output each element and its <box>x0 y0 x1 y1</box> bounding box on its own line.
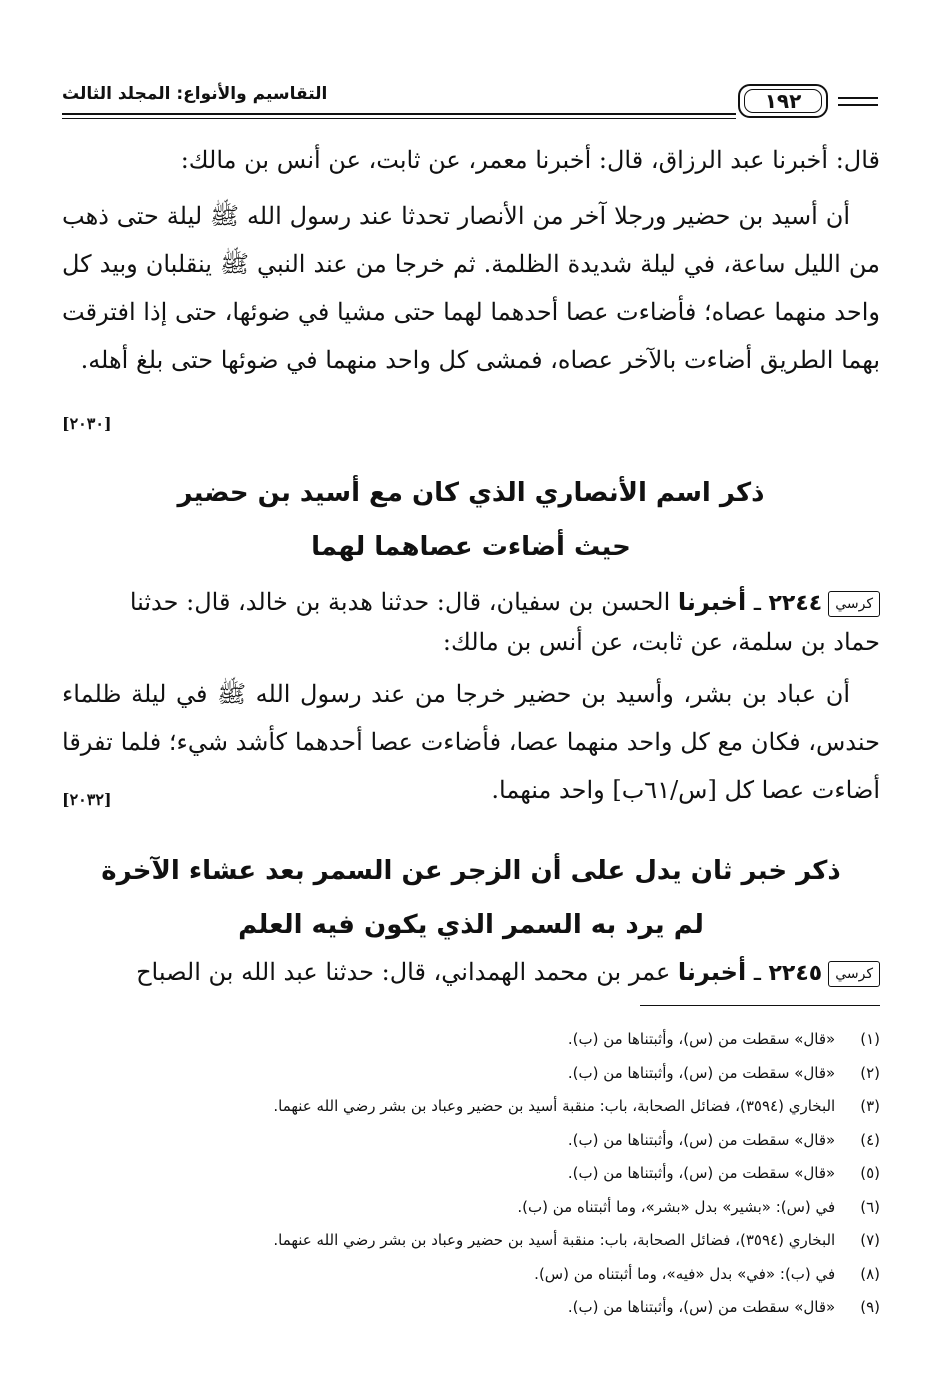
hadith-number: ٢٢٤٥ <box>768 961 823 986</box>
running-header-title: التقاسيم والأنواع: المجلد الثالث <box>62 84 328 104</box>
footnote: (٣) البخاري (٣٥٩٤)، فضائل الصحابة، باب: منقبة أسيد بن حضير وعباد بن بشر رضي الله عنهما. <box>273 1097 880 1115</box>
reference-number: [٢٠٣٢] <box>62 790 112 809</box>
section-heading: ذكر خبر ثان يدل على أن الزجر عن السمر بعد عشاء الآخرة لم يرد به السمر الذي يكون فيه العلم <box>101 856 841 940</box>
hadith-text: أن عباد بن بشر، وأسيد بن حضير خرجا من عند رسول الله ﷺ في ليلة ظلماء حندس، فكان مع كل واحد منهما عصا، فأضاءت عصا أحدهما كأشد شيء؛ فلما تفرقا أضاءت عصا كل [س/٦١ب] واحد منهما. <box>62 680 880 804</box>
footnote: (٧) البخاري (٣٥٩٤)، فضائل الصحابة، باب: منقبة أسيد بن حضير وعباد بن بشر رضي الله عنهما. <box>273 1231 880 1249</box>
page-number: ١٩٢ <box>764 89 802 113</box>
footnote: (٩) «قال» سقطت من (س)، وأثبتناها من (ب). <box>567 1298 880 1316</box>
reference-number: [٢٠٣٠] <box>62 414 112 433</box>
hadith-chain-line: كرسي٢٢٤٥ ـ أخبرنا عمر بن محمد الهمداني، قال: حدثنا عبد الله بن الصباح <box>62 952 880 994</box>
hadith-text: أن أسيد بن حضير ورجلا آخر من الأنصار تحدثا عند رسول الله ﷺ ليلة حتى ذهب من الليل ساعة، في ليلة شديدة الظلمة. ثم خرجا من عند النبي ﷺ ينقلبان وبيد كل واحد منهما عصاه؛ فأضاءت عصا أحدهما لهما حتى مشيا في ضوئها، حتى إذا افترقت بهما الطريق أضاءت بالآخر عصاه، فمشى كل واحد منهما في ضوئها حتى بلغ أهله. <box>62 202 880 374</box>
chain-of-narration: قال: أخبرنا عبد الرزاق، قال: أخبرنا معمر، عن ثابت، عن أنس بن مالك: <box>180 146 880 174</box>
footnote-separator <box>640 1005 880 1006</box>
footnote: (٢) «قال» سقطت من (س)، وأثبتناها من (ب). <box>567 1063 880 1082</box>
hadith-marker-icon: كرسي <box>828 961 880 987</box>
footnote: (١) «قال» سقطت من (س)، وأثبتناها من (ب). <box>567 1030 880 1048</box>
hadith-marker-icon: كرسي <box>828 591 880 617</box>
header-rule-thin <box>62 118 736 119</box>
hadith-chain-line: حماد بن سلمة، عن ثابت، عن أنس بن مالك: <box>442 628 880 656</box>
hadith-chain-line: كرسي٢٢٤٤ ـ أخبرنا الحسن بن سفيان، قال: حدثنا هدبة بن خالد، قال: حدثنا <box>62 582 880 624</box>
header-rule-thick <box>62 113 736 115</box>
header-ornament-line <box>838 97 878 99</box>
footnote: (٨) في (ب): «في» بدل «فيه»، وما أثبتناه من (س). <box>534 1264 880 1283</box>
hadith-number: ٢٢٤٤ <box>768 591 823 616</box>
footnote: (٥) «قال» سقطت من (س)، وأثبتناها من (ب). <box>567 1164 880 1182</box>
footnote: (٦) في (س): «بشير» بدل «بشر»، وما أثبتناه من (ب). <box>517 1197 880 1216</box>
footnote: (٤) «قال» سقطت من (س)، وأثبتناها من (ب). <box>567 1130 880 1149</box>
footnotes-list <box>62 1024 880 1326</box>
header-ornament-line <box>838 104 878 106</box>
section-heading: ذكر اسم الأنصاري الذي كان مع أسيد بن حضير حيث أضاءت عصاهما لهما <box>177 478 765 562</box>
page-number-cartouche <box>738 84 828 118</box>
